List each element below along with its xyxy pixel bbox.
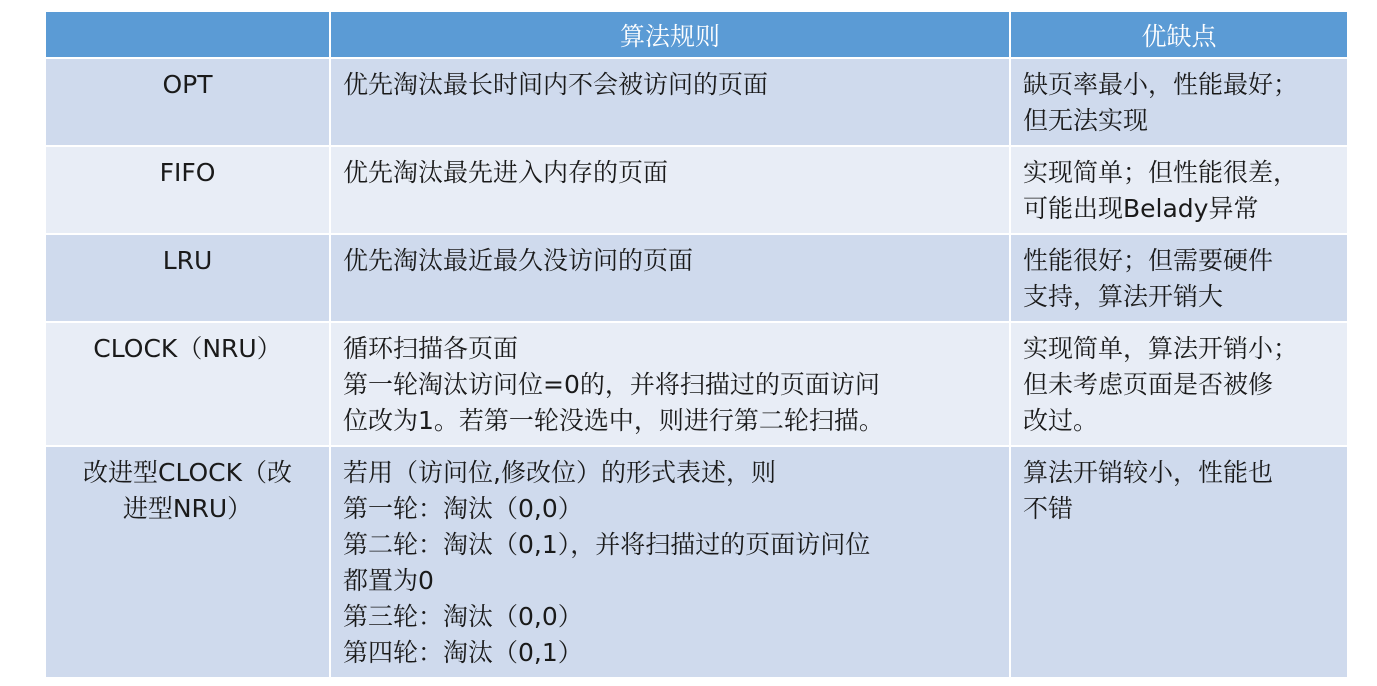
header-rule: 算法规则 [330,11,1010,58]
algorithm-name: 进型NRU） [122,494,253,523]
table-row-fifo [45,146,1348,234]
algorithm-name: LRU [162,246,213,275]
rule-line: 第一轮淘汰访问位=0的，并将扫描过的页面访问 [343,370,880,399]
pros-cons-line: 实现简单；但性能很差， [1023,158,1299,187]
algorithm-name-cell [45,58,330,146]
pros-cons-cell [1010,146,1348,234]
algorithm-name: OPT [162,70,213,99]
pros-cons-line: 算法开销较小，性能也 [1023,458,1274,487]
pros-cons-line: 但无法实现 [1023,106,1149,135]
rule-line: 第三轮：淘汰（0,0） [343,602,583,631]
rule-line: 都置为0 [343,566,434,595]
rule-line: 第二轮：淘汰（0,1），并将扫描过的页面访问位 [343,530,871,559]
pros-cons-line: 缺页率最小，性能最好； [1023,70,1299,99]
algorithm-name-cell [45,322,330,446]
rule-line: 优先淘汰最近最久没访问的页面 [343,246,694,275]
pros-cons-cell [1010,446,1348,678]
pros-cons-cell [1010,234,1348,322]
pros-cons-line: 但未考虑页面是否被修 [1023,370,1274,399]
rule-line: 若用（访问位,修改位）的形式表述，则 [343,458,776,487]
rule-line: 优先淘汰最先进入内存的页面 [343,158,669,187]
pros-cons-line: 改过。 [1023,406,1099,435]
table-row-lru [45,234,1348,322]
rule-line: 第四轮：淘汰（0,1） [343,638,583,667]
algorithm-name-cell [45,146,330,234]
algorithm-name: 改进型CLOCK（改 [82,458,293,487]
header-pros-cons: 优缺点 [1010,11,1348,58]
rule-cell [330,322,1010,446]
pros-cons-line: 可能出现Belady异常 [1023,194,1259,223]
table-row-improved-clock [45,446,1348,678]
table-header-row [45,11,1348,58]
algorithm-name: CLOCK（NRU） [93,334,282,363]
pros-cons-cell [1010,322,1348,446]
rule-cell [330,146,1010,234]
pros-cons-cell [1010,58,1348,146]
rule-line: 第一轮：淘汰（0,0） [343,494,583,523]
rule-cell [330,58,1010,146]
page-replacement-algorithms-table [44,10,1349,679]
rule-cell [330,234,1010,322]
pros-cons-line: 支持，算法开销大 [1023,282,1224,311]
pros-cons-line: 性能很好；但需要硬件 [1023,246,1274,275]
algorithm-name-cell [45,446,330,678]
rule-line: 优先淘汰最长时间内不会被访问的页面 [343,70,769,99]
table-row-opt [45,58,1348,146]
algorithm-name: FIFO [159,158,216,187]
pros-cons-line: 不错 [1023,494,1074,523]
header-algorithm [45,11,330,58]
pros-cons-line: 实现简单，算法开销小； [1023,334,1299,363]
rule-cell [330,446,1010,678]
rule-line: 循环扫描各页面 [343,334,519,363]
algorithm-name-cell [45,234,330,322]
rule-line: 位改为1。若第一轮没选中，则进行第二轮扫描。 [343,406,884,435]
table-row-clock [45,322,1348,446]
